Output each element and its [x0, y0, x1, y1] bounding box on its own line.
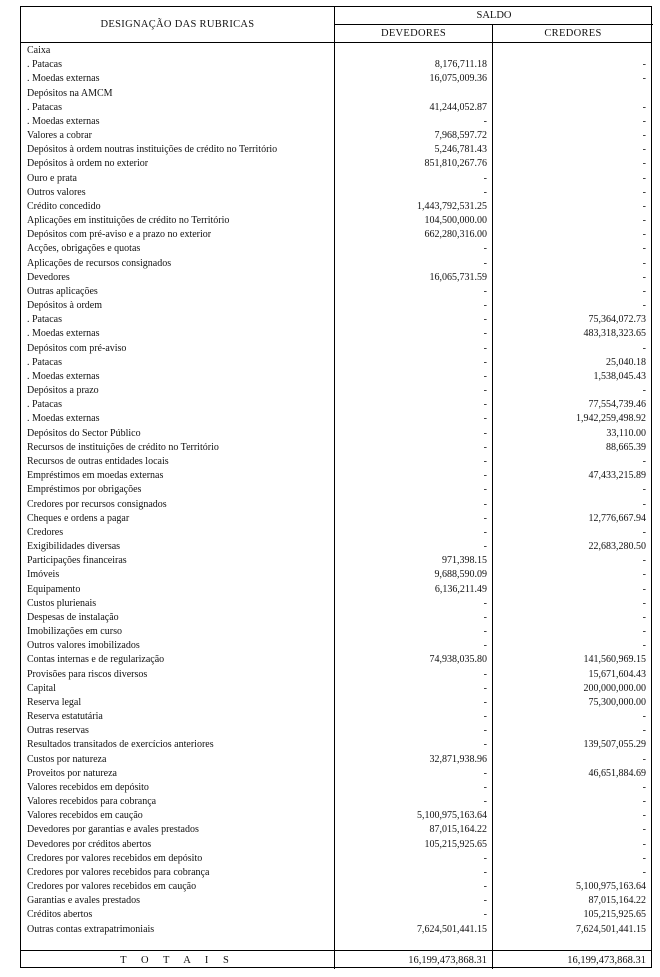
devedores-value: - [483, 781, 487, 793]
devedores-value: - [483, 626, 487, 638]
table-row [21, 58, 651, 72]
devedores-value: - [483, 526, 487, 538]
rubrica-name: Acções, obrigações e quotas [27, 243, 141, 255]
rubrica-name: Aplicações em instituições de crédito no Território [27, 215, 230, 227]
totals-credores: 16,199,473,868.31 [567, 955, 646, 966]
credores-value: - [642, 59, 646, 71]
credores-value: 139,507,055.29 [583, 739, 646, 751]
rubrica-name: Garantias e avales prestados [27, 895, 141, 907]
credores-value: - [642, 711, 646, 723]
devedores-value: 87,015,164.22 [429, 824, 487, 836]
credores-value: 5,100,975,163.64 [576, 881, 646, 893]
devedores-value: 9,688,590.09 [434, 569, 487, 581]
rubrica-name: Depósitos à ordem noutras instituições de crédito no Território [27, 144, 278, 156]
credores-value: 88,665.39 [606, 441, 646, 453]
rubrica-name: Proveitos por natureza [27, 767, 117, 779]
credores-value: - [642, 852, 646, 864]
table-row [21, 880, 651, 894]
rubrica-name: Depósitos à ordem [27, 300, 102, 312]
rubrica-name: Depósitos com pré-aviso e a prazo no exterior [27, 229, 212, 241]
table-row [21, 923, 651, 937]
devedores-value: 1,443,792,531.25 [417, 200, 487, 212]
credores-value: - [642, 229, 646, 241]
devedores-value: - [483, 356, 487, 368]
devedores-value: - [483, 186, 487, 198]
credores-value: - [642, 866, 646, 878]
credores-value: - [642, 300, 646, 312]
rubrica-name: Valores recebidos para cobrança [27, 796, 157, 808]
table-row [21, 526, 651, 540]
rubrica-name: Credores por recursos consignados [27, 498, 167, 510]
devedores-value: - [483, 498, 487, 510]
rubrica-name: . Moedas externas [27, 73, 100, 85]
table-row [21, 625, 651, 639]
rubrica-name: Outros valores imobilizados [27, 640, 140, 652]
devedores-value: - [483, 711, 487, 723]
devedores-value: 5,246,781.43 [434, 144, 487, 156]
rubrica-name: Exigibilidades diversas [27, 541, 121, 553]
credores-value: 1,942,259,498.92 [576, 413, 646, 425]
table-row [21, 356, 651, 370]
devedores-value: - [483, 484, 487, 496]
credores-value: - [642, 271, 646, 283]
table-row [21, 101, 651, 115]
devedores-value: 104,500,000.00 [424, 215, 487, 227]
table-row [21, 710, 651, 724]
devedores-value: 5,100,975,163.64 [417, 810, 487, 822]
rubrica-name: Imóveis [27, 569, 60, 581]
devedores-value: - [483, 895, 487, 907]
table-row [21, 129, 651, 143]
rubrica-name: Depósitos a prazo [27, 385, 99, 397]
rubrica-name: . Patacas [27, 399, 62, 411]
credores-value: 75,364,072.73 [588, 314, 646, 326]
devedores-value: - [483, 696, 487, 708]
table-row [21, 838, 651, 852]
totals-label: T O T A I S [120, 955, 235, 966]
devedores-value: - [483, 300, 487, 312]
devedores-value: - [483, 470, 487, 482]
table-row [21, 583, 651, 597]
rubrica-name: . Patacas [27, 101, 62, 113]
rubrica-name: Despesas de instalação [27, 611, 119, 623]
devedores-value: 971,398.15 [442, 555, 487, 567]
table-row [21, 412, 651, 426]
rubrica-name: Resultados transitados de exercícios anteriores [27, 739, 214, 751]
devedores-value: - [483, 611, 487, 623]
table-row [21, 172, 651, 186]
table-row [21, 823, 651, 837]
credores-value: 483,318,323.65 [583, 328, 646, 340]
devedores-value: - [483, 441, 487, 453]
table-row [21, 157, 651, 171]
credores-value: 33,110.00 [606, 427, 646, 439]
table-row [21, 682, 651, 696]
table-row [21, 894, 651, 908]
table-row [21, 455, 651, 469]
credores-value: - [642, 597, 646, 609]
credores-value: - [642, 172, 646, 184]
rubrica-name: Custos por natureza [27, 753, 107, 765]
credores-value: - [642, 611, 646, 623]
rubrica-name: Participações financeiras [27, 555, 127, 567]
devedores-value: - [483, 682, 487, 694]
table-row [21, 200, 651, 214]
rubrica-name: Credores [27, 526, 64, 538]
devedores-value: - [483, 767, 487, 779]
credores-value: 105,215,925.65 [583, 909, 646, 921]
header-credores: CREDORES [544, 28, 602, 39]
devedores-value: 662,280,316.00 [424, 229, 487, 241]
table-row [21, 370, 651, 384]
table-row [21, 87, 651, 101]
rubrica-name: Provisões para riscos diversos [27, 668, 148, 680]
credores-value: - [642, 130, 646, 142]
table-row [21, 257, 651, 271]
table-row [21, 724, 651, 738]
table-row [21, 143, 651, 157]
devedores-value: - [483, 370, 487, 382]
rubrica-name: . Moedas externas [27, 115, 100, 127]
credores-value: - [642, 626, 646, 638]
devedores-value: - [483, 243, 487, 255]
credores-value: - [642, 186, 646, 198]
rubrica-name: Outras reservas [27, 725, 89, 737]
credores-value: 75,300,000.00 [588, 696, 646, 708]
table-row [21, 540, 651, 554]
devedores-value: 7,968,597.72 [434, 130, 487, 142]
rubrica-name: Devedores por garantias e avales prestados [27, 824, 199, 836]
header-saldo: SALDO [335, 7, 653, 25]
devedores-value: - [483, 455, 487, 467]
devedores-value: - [483, 427, 487, 439]
rubrica-name: Custos plurienais [27, 597, 97, 609]
rubrica-name: Recursos de instituições de crédito no Território [27, 441, 219, 453]
rubrica-name: Aplicações de recursos consignados [27, 257, 172, 269]
devedores-value: - [483, 739, 487, 751]
rubrica-name: Valores recebidos em caução [27, 810, 143, 822]
table-row [21, 285, 651, 299]
credores-value: - [642, 838, 646, 850]
devedores-value: 74,938,035.80 [429, 654, 487, 666]
credores-value: - [642, 243, 646, 255]
devedores-value: - [483, 796, 487, 808]
devedores-value: - [483, 115, 487, 127]
devedores-value: - [483, 668, 487, 680]
devedores-value: 41,244,052.87 [429, 101, 487, 113]
devedores-value: - [483, 285, 487, 297]
devedores-value: - [483, 541, 487, 553]
rubrica-name: Cheques e ordens a pagar [27, 512, 130, 524]
credores-value: - [642, 342, 646, 354]
rubrica-name: Reserva legal [27, 696, 82, 708]
credores-value: - [642, 385, 646, 397]
credores-value: 25,040.18 [606, 356, 646, 368]
devedores-value: - [483, 512, 487, 524]
rubrica-name: Valores recebidos em depósito [27, 781, 149, 793]
devedores-value: 32,871,938.96 [429, 753, 487, 765]
credores-value: 47,433,215.89 [588, 470, 646, 482]
rubrica-name: Equipamento [27, 583, 81, 595]
table-row [21, 483, 651, 497]
credores-value: - [642, 215, 646, 227]
devedores-value: - [483, 399, 487, 411]
credores-value: - [642, 73, 646, 85]
devedores-value: - [483, 597, 487, 609]
rubrica-name: Outras aplicações [27, 285, 98, 297]
credores-value: - [642, 810, 646, 822]
rubrica-name: . Patacas [27, 59, 62, 71]
rubrica-name: Outras contas extrapatrimoniais [27, 923, 155, 935]
rubrica-name: Devedores [27, 271, 70, 283]
table-row [21, 398, 651, 412]
rubrica-name: . Patacas [27, 314, 62, 326]
table-body [21, 44, 651, 937]
devedores-value: - [483, 328, 487, 340]
credores-value: - [642, 824, 646, 836]
rubrica-name: Ouro e prata [27, 172, 77, 184]
table-row [21, 781, 651, 795]
table-row [21, 696, 651, 710]
devedores-value: - [483, 257, 487, 269]
table-row [21, 668, 651, 682]
devedores-value: 105,215,925.65 [424, 838, 487, 850]
rubrica-name: Devedores por créditos abertos [27, 838, 152, 850]
rubrica-name: Empréstimos em moedas externas [27, 470, 164, 482]
table-row [21, 313, 651, 327]
table-row [21, 554, 651, 568]
credores-value: - [642, 200, 646, 212]
table-row [21, 753, 651, 767]
rubrica-name: Caixa [27, 45, 51, 56]
table-row [21, 653, 651, 667]
devedores-value: - [483, 314, 487, 326]
credores-value: 46,651,884.69 [588, 767, 646, 779]
table-row [21, 611, 651, 625]
table-row [21, 384, 651, 398]
credores-value: - [642, 725, 646, 737]
credores-value: - [642, 144, 646, 156]
table-row [21, 767, 651, 781]
table-row [21, 72, 651, 86]
devedores-value: 8,176,711.18 [434, 59, 487, 71]
rubrica-name: . Moedas externas [27, 328, 100, 340]
devedores-value: - [483, 640, 487, 652]
devedores-value: - [483, 909, 487, 921]
devedores-value: - [483, 172, 487, 184]
credores-value: 12,776,667.94 [588, 512, 646, 524]
credores-value: - [642, 484, 646, 496]
credores-value: - [642, 101, 646, 113]
table-row [21, 271, 651, 285]
rubrica-name: Credores por valores recebidos para cobrança [27, 866, 210, 878]
devedores-value: - [483, 385, 487, 397]
credores-value: 87,015,164.22 [588, 895, 646, 907]
credores-value: - [642, 753, 646, 765]
table-row [21, 795, 651, 809]
credores-value: 141,560,969.15 [583, 654, 646, 666]
totals-devedores: 16,199,473,868.31 [408, 955, 487, 966]
credores-value: 22,683,280.50 [588, 541, 646, 553]
rubrica-name: Depósitos com pré-aviso [27, 342, 127, 354]
table-row [21, 852, 651, 866]
rubrica-name: Depósitos na AMCM [27, 87, 113, 99]
credores-value: 1,538,045.43 [593, 370, 646, 382]
devedores-value: - [483, 866, 487, 878]
rubrica-name: Imobilizações em curso [27, 626, 122, 638]
credores-value: - [642, 781, 646, 793]
credores-value: - [642, 455, 646, 467]
credores-value: - [642, 498, 646, 510]
table-row [21, 242, 651, 256]
credores-value: 15,671,604.43 [588, 668, 646, 680]
rubrica-name: Depósitos à ordem no exterior [27, 158, 149, 170]
rubrica-name: Outros valores [27, 186, 86, 198]
table-row [21, 299, 651, 313]
devedores-value: - [483, 725, 487, 737]
table-row [21, 427, 651, 441]
rubrica-name: Valores a cobrar [27, 130, 92, 142]
table-row [21, 441, 651, 455]
devedores-value: 6,136,211.49 [434, 583, 487, 595]
header-designacao: DESIGNAÇÃO DAS RUBRICAS [100, 19, 255, 30]
credores-value: - [642, 796, 646, 808]
table-row [21, 639, 651, 653]
devedores-value: 16,075,009.36 [429, 73, 487, 85]
table-row [21, 469, 651, 483]
credores-value: - [642, 257, 646, 269]
devedores-value: 16,065,731.59 [429, 271, 487, 283]
devedores-value: 7,624,501,441.15 [417, 923, 487, 935]
devedores-value: 851,810,267.76 [424, 158, 487, 170]
table-header [21, 7, 651, 43]
devedores-value: - [483, 881, 487, 893]
rubrica-name: Recursos de outras entidades locais [27, 455, 169, 467]
table-row [21, 498, 651, 512]
rubrica-name: Crédito concedido [27, 200, 101, 212]
rubrica-name: Contas internas e de regularização [27, 654, 165, 666]
devedores-value: - [483, 342, 487, 354]
rubrica-name: Credores por valores recebidos em depósito [27, 852, 203, 864]
rubrica-name: Capital [27, 682, 56, 694]
credores-value: - [642, 640, 646, 652]
credores-value: 7,624,501,441.15 [576, 923, 646, 935]
table-row [21, 866, 651, 880]
table-row [21, 809, 651, 823]
rubrica-name: . Moedas externas [27, 413, 100, 425]
table-row [21, 738, 651, 752]
table-row [21, 115, 651, 129]
table-row [21, 512, 651, 526]
rubrica-name: Empréstimos por obrigações [27, 484, 142, 496]
credores-value: 77,554,739.46 [588, 399, 646, 411]
rubrica-name: Créditos abertos [27, 909, 93, 921]
credores-value: - [642, 526, 646, 538]
table-row [21, 228, 651, 242]
credores-value: - [642, 569, 646, 581]
table-row [21, 908, 651, 922]
rubrica-name: Credores por valores recebidos em caução [27, 881, 197, 893]
devedores-value: - [483, 413, 487, 425]
credores-value: - [642, 158, 646, 170]
totals-row [21, 950, 651, 970]
table-row [21, 186, 651, 200]
balance-sheet-table [20, 6, 652, 968]
table-row [21, 214, 651, 228]
credores-value: - [642, 115, 646, 127]
credores-value: 200,000,000.00 [583, 682, 646, 694]
credores-value: - [642, 285, 646, 297]
rubrica-name: Reserva estatutária [27, 711, 103, 723]
rubrica-name: . Moedas externas [27, 370, 100, 382]
credores-value: - [642, 555, 646, 567]
table-row [21, 597, 651, 611]
table-row [21, 44, 651, 58]
rubrica-name: . Patacas [27, 356, 62, 368]
credores-value: - [642, 583, 646, 595]
table-row [21, 568, 651, 582]
devedores-value: - [483, 852, 487, 864]
table-row [21, 342, 651, 356]
rubrica-name: Depósitos do Sector Público [27, 427, 141, 439]
table-row [21, 327, 651, 341]
header-devedores: DEVEDORES [380, 28, 447, 39]
